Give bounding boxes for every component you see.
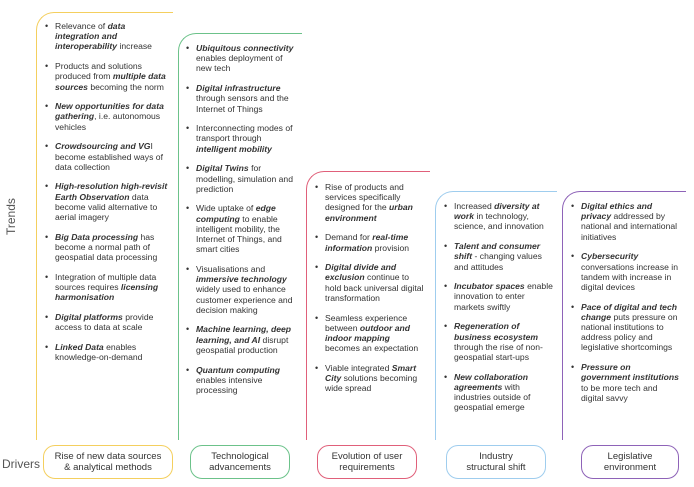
trend-item: • New opportunities for data gathering, i.e. autonomous vehicles <box>45 101 169 132</box>
trend-list <box>186 43 298 395</box>
trend-item: • Crowdsourcing and VGI become established ways of data collection <box>45 141 169 172</box>
driver-industry-shift: Industry structural shift <box>446 445 546 479</box>
trend-item: • Talent and consumer shift - changing values and attitudes <box>444 241 553 272</box>
trend-item: • Machine learning, deep learning, and AI disrupt geospatial production <box>186 324 298 355</box>
driver-technological-advancements: Technological advancements <box>190 445 290 479</box>
trend-item: • Interconnecting modes of transport through intelligent mobility <box>186 123 298 154</box>
trend-column-data-sources <box>36 12 173 440</box>
trend-item: • Seamless experience between outdoor and indoor mapping becomes an expectation <box>315 313 426 354</box>
trend-item: • Products and solutions produced from multiple data sources becoming the norm <box>45 61 169 92</box>
trend-list <box>571 201 682 403</box>
trend-item: • High-resolution high-revisit Earth Observation data become valid alternative to aerial imagery <box>45 181 169 222</box>
trend-list <box>444 201 553 412</box>
trend-item: • Regeneration of business ecosystem through the rise of non-geospatial start-ups <box>444 321 553 362</box>
trend-list <box>315 182 426 393</box>
trend-column-industry-shift <box>435 191 557 440</box>
trend-item: • Increased diversity at work in technology, science, and innovation <box>444 201 553 232</box>
trends-axis-label: Trends <box>4 198 18 235</box>
trend-item: • Ubiquitous connectivity enables deployment of new tech <box>186 43 298 74</box>
trend-item: • Wide uptake of edge computing to enable intelligent mobility, the Internet of Things, and smart cities <box>186 203 298 254</box>
trend-item: • Pressure on government institutions to be more tech and digital savvy <box>571 362 682 403</box>
trend-item: • Cybersecurity conversations increase in tandem with increase in digital devices <box>571 251 682 292</box>
trend-item: • Pace of digital and tech change puts pressure on national institutions to address policy and legislative shortcomings <box>571 302 682 353</box>
trend-column-user-requirements <box>306 171 430 440</box>
trend-item: • Digital Twins for modelling, simulation and prediction <box>186 163 298 194</box>
trend-item: • Linked Data enables knowledge-on-demand <box>45 342 169 362</box>
driver-legislative-environment: Legislative environment <box>581 445 679 479</box>
trend-column-technology <box>178 33 302 440</box>
driver-data-sources: Rise of new data sources & analytical methods <box>43 445 173 479</box>
trend-item: • Rise of products and services specifically designed for the urban environment <box>315 182 426 223</box>
trend-item: • Digital ethics and privacy addressed by national and international initiatives <box>571 201 682 242</box>
trend-list <box>45 21 169 362</box>
trend-item: • Digital platforms provide access to data at scale <box>45 312 169 332</box>
trend-item: • Demand for real-time information provision <box>315 232 426 252</box>
trend-column-legislative <box>562 191 686 440</box>
trend-item: • Relevance of data integration and interoperability increase <box>45 21 169 52</box>
trend-item: • Visualisations and immersive technology widely used to enhance customer experience and decision making <box>186 264 298 315</box>
trend-item: • Quantum computing enables intensive processing <box>186 365 298 396</box>
trend-item: • Digital infrastructure through sensors and the Internet of Things <box>186 83 298 114</box>
trend-item: • Incubator spaces enable innovation to enter markets swiftly <box>444 281 553 312</box>
trend-item: • Viable integrated Smart City solutions becoming wide spread <box>315 363 426 394</box>
driver-user-requirements: Evolution of user requirements <box>317 445 417 479</box>
drivers-axis-label: Drivers <box>2 457 40 471</box>
trend-item: • Integration of multiple data sources requires licensing harmonisation <box>45 272 169 303</box>
trend-item: • New collaboration agreements with industries outside of geospatial emerge <box>444 372 553 413</box>
trend-item: • Big Data processing has become a normal path of geospatial data processing <box>45 232 169 263</box>
trend-item: • Digital divide and exclusion continue to hold back universal digital transformation <box>315 262 426 303</box>
